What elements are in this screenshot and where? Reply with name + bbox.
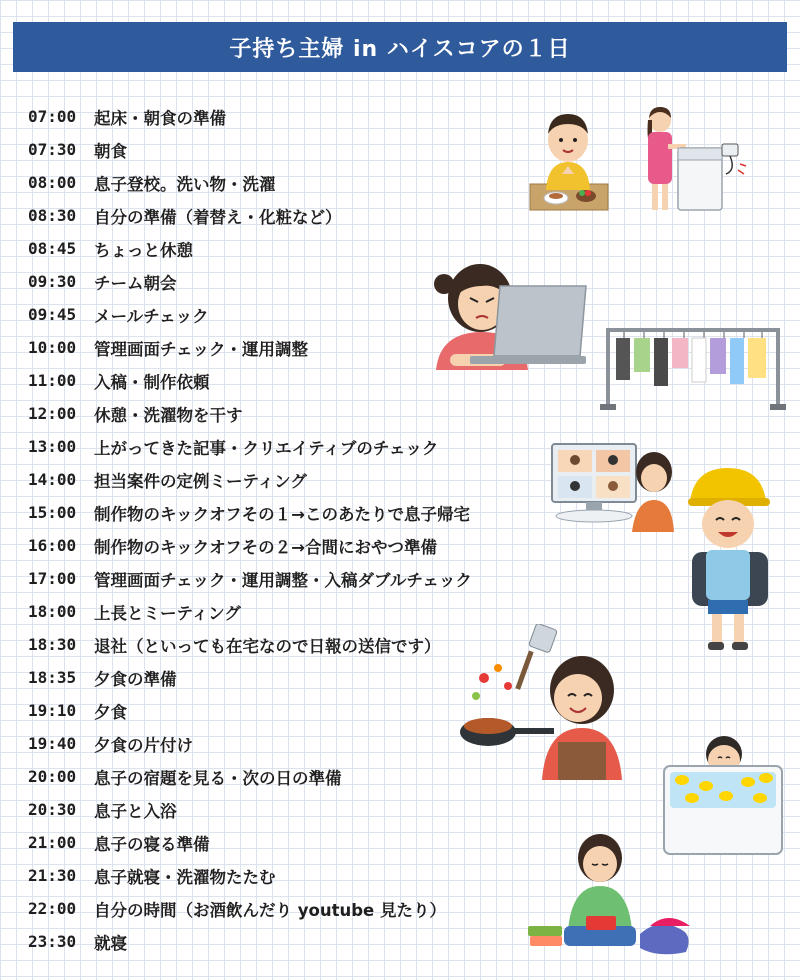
schedule-row (28, 859, 472, 892)
video-meeting-illustration (546, 440, 676, 532)
row-activity: 息子就寝・洗濯物たたむ (94, 867, 276, 887)
schedule-row (28, 496, 472, 529)
schedule-row (28, 430, 472, 463)
page-title (13, 22, 787, 72)
title-text: 子持ち主婦 in ハイスコアの１日 (229, 36, 571, 62)
folding-laundry-illustration (528, 830, 696, 960)
schedule-row (28, 826, 472, 859)
row-time: 08:45 (28, 239, 77, 258)
schedule-list (28, 100, 472, 958)
row-activity: 休憩・洗濯物を干す (94, 405, 243, 425)
schedule-row (28, 298, 472, 331)
row-time: 10:00 (28, 338, 77, 357)
row-time: 11:00 (28, 371, 77, 390)
schoolboy-illustration (686, 462, 772, 652)
schedule-row (28, 925, 472, 958)
schedule-row (28, 331, 472, 364)
row-time: 15:00 (28, 503, 77, 522)
row-time: 20:30 (28, 800, 77, 819)
row-activity: 息子と入浴 (94, 801, 177, 821)
row-time: 19:40 (28, 734, 77, 753)
schedule-row (28, 199, 472, 232)
schedule-row (28, 760, 472, 793)
row-activity: 夕食の片付け (94, 735, 193, 755)
row-activity: 管理画面チェック・運用調整・入稿ダブルチェック (94, 570, 472, 590)
row-activity: 入稿・制作依頼 (94, 372, 210, 392)
row-activity: 夕食 (94, 702, 127, 722)
row-activity: チーム朝会 (94, 273, 177, 293)
row-time: 08:30 (28, 206, 77, 225)
row-time: 08:00 (28, 173, 77, 192)
row-activity: 息子登校。洗い物・洗濯 (94, 174, 276, 194)
row-time: 18:35 (28, 668, 77, 687)
row-time: 07:00 (28, 107, 77, 126)
row-activity: ちょっと休憩 (94, 240, 193, 260)
schedule-row (28, 793, 472, 826)
row-activity: 夕食の準備 (94, 669, 177, 689)
clothes-rack-illustration (600, 318, 786, 412)
schedule-row (28, 661, 472, 694)
row-time: 13:00 (28, 437, 77, 456)
row-activity: 上がってきた記事・クリエイティブのチェック (94, 438, 439, 458)
row-time: 17:00 (28, 569, 77, 588)
row-time: 19:10 (28, 701, 77, 720)
row-time: 20:00 (28, 767, 77, 786)
row-activity: メールチェック (94, 306, 209, 326)
row-time: 16:00 (28, 536, 77, 555)
cooking-woman-illustration (458, 624, 626, 780)
row-time: 21:30 (28, 866, 77, 885)
schedule-row (28, 529, 472, 562)
row-activity: 担当案件の定例ミーティング (94, 471, 307, 491)
row-time: 18:00 (28, 602, 77, 621)
row-activity: 息子の宿題を見る・次の日の準備 (94, 768, 342, 788)
schedule-row (28, 232, 472, 265)
row-activity: 自分の準備（着替え・化粧など） (94, 207, 342, 227)
schedule-row (28, 364, 472, 397)
schedule-row (28, 628, 472, 661)
row-activity: 退社（といっても在宅なので日報の送信です） (94, 636, 441, 656)
boy-breakfast-illustration (528, 100, 610, 212)
schedule-row (28, 463, 472, 496)
schedule-row (28, 100, 472, 133)
woman-laptop-illustration (430, 248, 590, 370)
row-time: 09:30 (28, 272, 77, 291)
row-time: 22:00 (28, 899, 77, 918)
schedule-row (28, 166, 472, 199)
schedule-row (28, 595, 472, 628)
row-activity: 制作物のキックオフその１→このあたりで息子帰宅 (94, 504, 471, 524)
row-time: 07:30 (28, 140, 77, 159)
row-time: 09:45 (28, 305, 77, 324)
schedule-row (28, 133, 472, 166)
row-activity: 制作物のキックオフその２→合間におやつ準備 (94, 537, 438, 557)
row-time: 14:00 (28, 470, 77, 489)
row-activity: 息子の寝る準備 (94, 834, 210, 854)
schedule-row (28, 892, 472, 925)
row-time: 21:00 (28, 833, 77, 852)
schedule-row (28, 265, 472, 298)
schedule-row (28, 694, 472, 727)
woman-laundry-illustration (638, 104, 750, 214)
row-activity: 自分の時間（お酒飲んだり youtube 見たり） (94, 900, 446, 920)
schedule-row (28, 727, 472, 760)
row-time: 23:30 (28, 932, 77, 951)
row-time: 12:00 (28, 404, 77, 423)
schedule-row (28, 397, 472, 430)
row-activity: 管理画面チェック・運用調整 (94, 339, 309, 359)
row-activity: 朝食 (94, 141, 127, 161)
row-time: 18:30 (28, 635, 77, 654)
schedule-row (28, 562, 472, 595)
row-activity: 上長とミーティング (94, 603, 241, 623)
row-activity: 起床・朝食の準備 (94, 108, 226, 128)
row-activity: 就寝 (94, 933, 127, 953)
